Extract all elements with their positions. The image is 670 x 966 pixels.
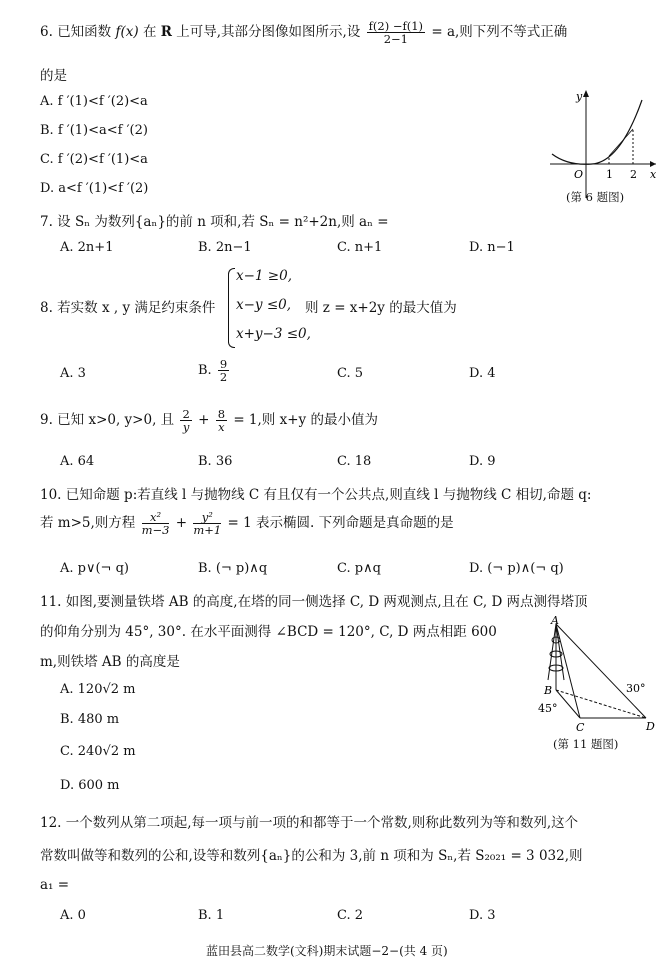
q6-option-b: B. f ′(1)<a<f ′(2) xyxy=(40,123,148,138)
q8-constraint-1: x−1 ≥0, xyxy=(236,268,292,284)
q11-tower-figure xyxy=(532,614,662,734)
q6-stem: 6. 已知函数 f(x) 在 R 上可导,其部分图像如图所示,设 $\frac{f(2) -f(1)}{2-1}$ = a,则下列不等式正确 xyxy=(40,19,568,47)
q10-option-b: B. (¬ p)∧q xyxy=(198,561,268,576)
q11-option-d: D. 600 m xyxy=(60,778,120,793)
q6-tick-2: 2 xyxy=(630,168,637,181)
q11-angle-45: 45° xyxy=(538,702,558,715)
q12-option-a: A. 0 xyxy=(60,908,86,923)
q8-option-b: B. $\frac{9}{2}$ xyxy=(198,357,228,385)
q6-function-graph xyxy=(548,86,660,206)
q12-line3: a₁ = xyxy=(40,877,70,893)
q7-option-a: A. 2n+1 xyxy=(60,240,114,255)
q10-option-d: D. (¬ p)∧(¬ q) xyxy=(469,561,564,576)
q8-stem: 8. 若实数 x , y 满足约束条件 xyxy=(40,300,216,316)
q11-line1: 11. 如图,要测量铁塔 AB 的高度,在塔的同一侧选择 C, D 两观测点,且在 C, D 两点测得塔顶 xyxy=(40,594,588,610)
q10-line1: 10. 已知命题 p:若直线 l 与抛物线 C 有且仅有一个公共点,则直线 l 与抛物线 C 相切,命题 q: xyxy=(40,487,592,503)
q6-curve xyxy=(552,100,642,164)
q6-y-arrow xyxy=(583,90,589,97)
q8-option-c: C. 5 xyxy=(337,366,364,381)
q12-line2: 常数叫做等和数列的公和,设等和数列{aₙ}的公和为 3,前 n 项和为 Sₙ,若 S₂₀₂₁ = 3 032,则 xyxy=(40,848,583,864)
q11-label-C: C xyxy=(576,721,585,734)
q12-option-c: C. 2 xyxy=(337,908,364,923)
q10-option-c: C. p∧q xyxy=(337,561,381,576)
q6-origin-label: O xyxy=(574,168,584,181)
q6-tick-1: 1 xyxy=(606,168,613,181)
q11-angle-30: 30° xyxy=(626,682,646,695)
q8-constraint-2: x−y ≤0, xyxy=(236,297,292,313)
q11-label-D: D xyxy=(646,720,655,733)
q11-label-B: B xyxy=(544,684,553,697)
q11-figure-caption: (第 11 题图) xyxy=(553,737,619,751)
page-footer: 蓝田县高二数学(文科)期末试题−2−(共 4 页) xyxy=(206,944,448,958)
q8-stem-tail: 则 z = x+2y 的最大值为 xyxy=(305,300,457,316)
q11-line3: m,则铁塔 AB 的高度是 xyxy=(40,654,180,670)
q6-stem-line2: 的是 xyxy=(40,68,67,84)
q11-label-A: A xyxy=(551,614,559,627)
q6-figure-caption: (第 6 题图) xyxy=(566,190,625,204)
q12-line1: 12. 一个数列从第二项起,每一项与前一项的和都等于一个常数,则称此数列为等和数列,这个 xyxy=(40,815,579,831)
q11-line2: 的仰角分别为 45°, 30°. 在水平面测得 ∠BCD = 120°, C, D 两点相距 600 xyxy=(40,624,497,640)
q8-brace xyxy=(228,268,235,348)
q12-option-d: D. 3 xyxy=(469,908,496,923)
q7-option-d: D. n−1 xyxy=(469,240,515,255)
q10-option-a: A. p∨(¬ q) xyxy=(60,561,129,576)
q6-x-label: x xyxy=(650,168,657,181)
q6-fraction: $\frac{f(2) -f(1)}{2-1}$ xyxy=(368,19,424,47)
q6-option-a: A. f ′(1)<f ′(2)<a xyxy=(40,94,148,109)
q11-option-b: B. 480 m xyxy=(60,712,120,727)
q6-y-label: y xyxy=(576,90,583,103)
q8-option-a: A. 3 xyxy=(60,366,86,381)
q8-constraint-3: x+y−3 ≤0, xyxy=(236,326,311,342)
q7-stem: 7. 设 Sₙ 为数列{aₙ}的前 n 项和,若 Sₙ = n²+2n,则 aₙ = xyxy=(40,214,389,230)
q6-secant xyxy=(609,129,633,156)
q6-option-d: D. a<f ′(1)<f ′(2) xyxy=(40,181,149,196)
q11-option-c: C. 240√2 m xyxy=(60,744,136,759)
q6-x-arrow xyxy=(650,161,656,167)
q7-option-c: C. n+1 xyxy=(337,240,383,255)
q11-option-a: A. 120√2 m xyxy=(60,682,136,697)
q9-option-a: A. 64 xyxy=(60,454,95,469)
q9-option-d: D. 9 xyxy=(469,454,496,469)
q8-option-d: D. 4 xyxy=(469,366,496,381)
q9-option-c: C. 18 xyxy=(337,454,372,469)
q10-line2: 若 m>5,则方程 $\frac{\text{x²}}{m-3}$ + $\frac{\text{y²}}{m+1}$ = 1 表示椭圆. 下列命题是真命题的是 xyxy=(40,510,454,538)
q12-option-b: B. 1 xyxy=(198,908,225,923)
q6-option-c: C. f ′(2)<f ′(1)<a xyxy=(40,152,148,167)
q9-stem: 9. 已知 x>0, y>0, 且 $\frac{2}{y}$ + $\frac{8}{x}$ = 1,则 x+y 的最小值为 xyxy=(40,407,378,435)
q9-option-b: B. 36 xyxy=(198,454,233,469)
q7-option-b: B. 2n−1 xyxy=(198,240,252,255)
